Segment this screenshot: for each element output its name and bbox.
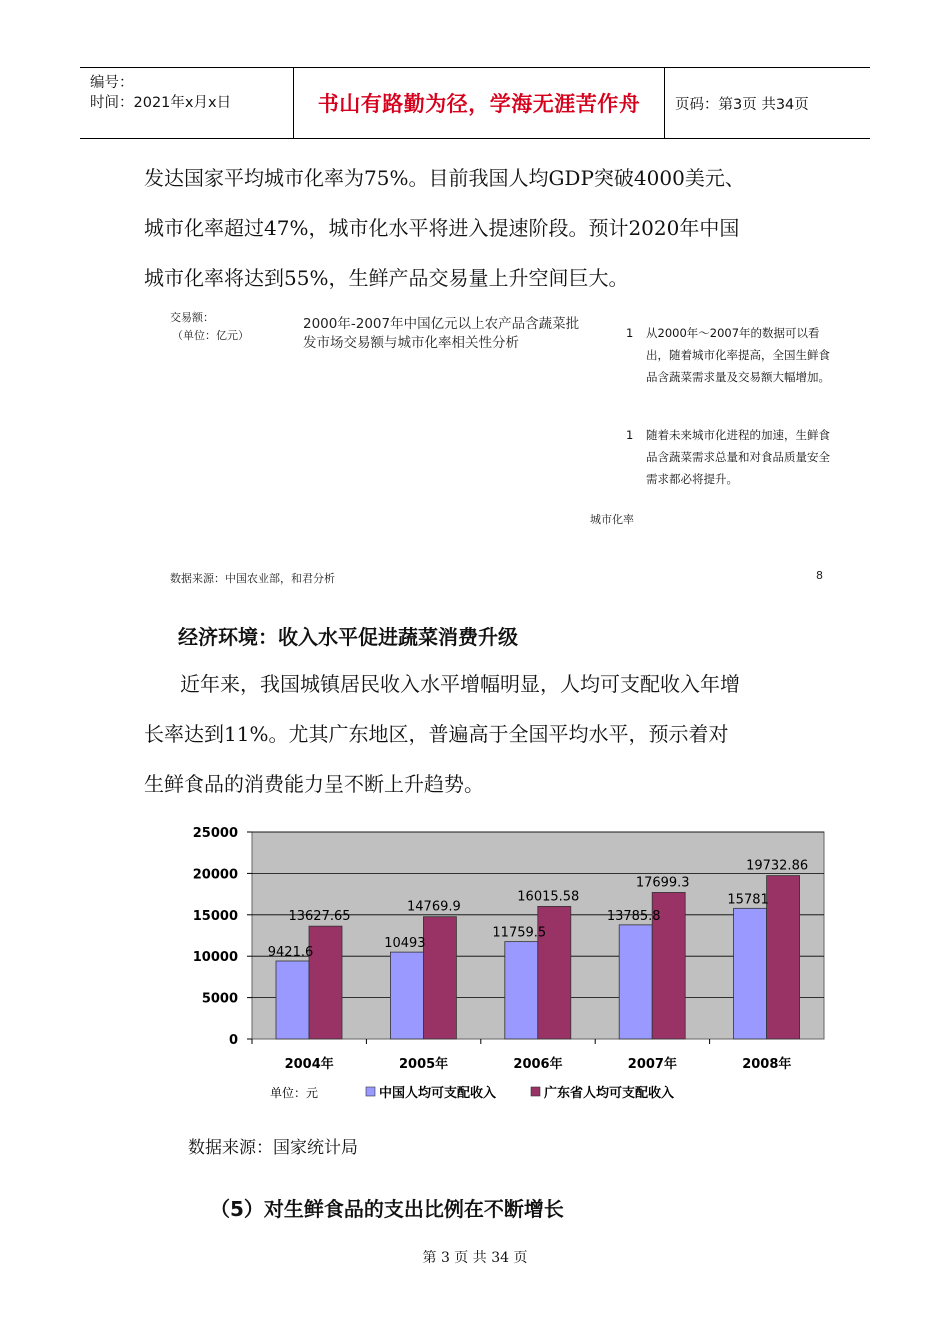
bar-guangdong (767, 876, 800, 1039)
number-label: 编号： (90, 75, 134, 91)
unit-label: 单位：元 (270, 1086, 319, 1100)
slide-note-2 (626, 424, 830, 490)
note-text: 从2000年～2007年的数据可以看出，随着城市化率提高，全国生鲜食品含蔬菜需求量及交易额大幅增加。 (646, 326, 830, 384)
bar-china (276, 961, 309, 1039)
slide-title: 2000年-2007年中国亿元以上农产品含蔬菜批发市场交易额与城市化率相关性分析 (303, 316, 580, 351)
text-line: 生鲜食品的消费能力呈不断上升趋势。 (144, 772, 484, 796)
y-tick-label: 15000 (192, 908, 238, 924)
header-meta (80, 68, 294, 138)
embedded-slide (160, 305, 840, 590)
note-number: 1 (626, 326, 634, 340)
note-text: 随着未来城市化进程的加速，生鲜食品含蔬菜需求总量和对食品质量安全需求都必将提升。 (646, 428, 830, 486)
data-label-guangdong: 14769.9 (407, 899, 461, 915)
legend-swatch-guangdong (531, 1087, 540, 1096)
data-label-guangdong: 17699.3 (635, 875, 690, 891)
slide-x-label: 城市化率 (590, 513, 634, 526)
legend-label-china: 中国人均可支配收入 (379, 1086, 497, 1101)
y-tick-label: 5000 (201, 991, 238, 1007)
x-tick-label: 2006年 (513, 1057, 563, 1072)
data-label-china: 11759.5 (492, 925, 547, 941)
y-tick-label: 20000 (192, 867, 238, 883)
slide-page-number: 8 (816, 569, 823, 582)
slide-y-label: 交易额： (170, 311, 214, 324)
income-bar-chart (185, 818, 809, 1118)
data-label-china: 13785.8 (606, 908, 661, 924)
x-tick-label: 2005年 (399, 1057, 449, 1072)
chart-source: 数据来源：国家统计局 (188, 1138, 358, 1158)
slide-note-1 (626, 322, 830, 388)
header-motto: 书山有路勤为径，学海无涯苦作舟 (294, 68, 665, 138)
data-label-china: 9421.6 (267, 944, 314, 960)
data-label-china: 15781 (727, 892, 769, 908)
time-label: 时间：2021年x月x日 (90, 95, 232, 111)
data-label-guangdong: 16015.58 (517, 889, 580, 905)
page-footer: 第 3 页 共 34 页 (422, 1250, 528, 1266)
bar-china (734, 908, 767, 1039)
data-label-guangdong: 19732.86 (746, 858, 809, 874)
legend-label-guangdong: 广东省人均可支配收入 (544, 1086, 675, 1101)
text-line: 近年来，我国城镇居民收入水平增幅明显，人均可支配收入年增 (180, 672, 740, 696)
bar-china (505, 942, 538, 1039)
x-tick-label: 2004年 (284, 1057, 334, 1072)
section-title-spending: （5）对生鲜食品的支出比例在不断增长 (210, 1197, 564, 1221)
section-title-economy: 经济环境：收入水平促进蔬菜消费升级 (178, 625, 518, 649)
data-label-guangdong: 13627.65 (288, 909, 351, 925)
header-page-info: 页码：第3页 共34页 (675, 96, 809, 113)
bar-guangdong (423, 917, 456, 1039)
legend-swatch-china (366, 1087, 375, 1096)
y-tick-label: 10000 (192, 950, 238, 966)
slide-source: 数据来源：中国农业部，和君分析 (170, 572, 335, 585)
note-number: 1 (626, 428, 634, 442)
text-line: 城市化率将达到55%，生鲜产品交易量上升空间巨大。 (144, 266, 629, 290)
x-tick-label: 2007年 (627, 1057, 677, 1072)
paragraph-income (144, 659, 824, 809)
y-tick-label: 0 (228, 1033, 238, 1048)
page-header (80, 67, 870, 139)
slide-y-unit: （单位：亿元） (172, 329, 249, 342)
bar-china (390, 952, 423, 1039)
text-line: 城市化率超过47%，城市化水平将进入提速阶段。预计2020年中国 (144, 216, 740, 240)
bar-china (619, 925, 652, 1039)
text-line: 发达国家平均城市化率为75%。目前我国人均GDP突破4000美元、 (144, 166, 745, 190)
x-tick-label: 2008年 (742, 1057, 792, 1072)
paragraph-urbanization (144, 153, 824, 303)
bar-guangdong (309, 926, 342, 1039)
data-label-china: 10493 (384, 936, 426, 952)
text-line: 长率达到11%。尤其广东地区，普遍高于全国平均水平，预示着对 (144, 722, 729, 746)
y-tick-label: 25000 (192, 826, 238, 841)
chart-svg (185, 818, 809, 1118)
